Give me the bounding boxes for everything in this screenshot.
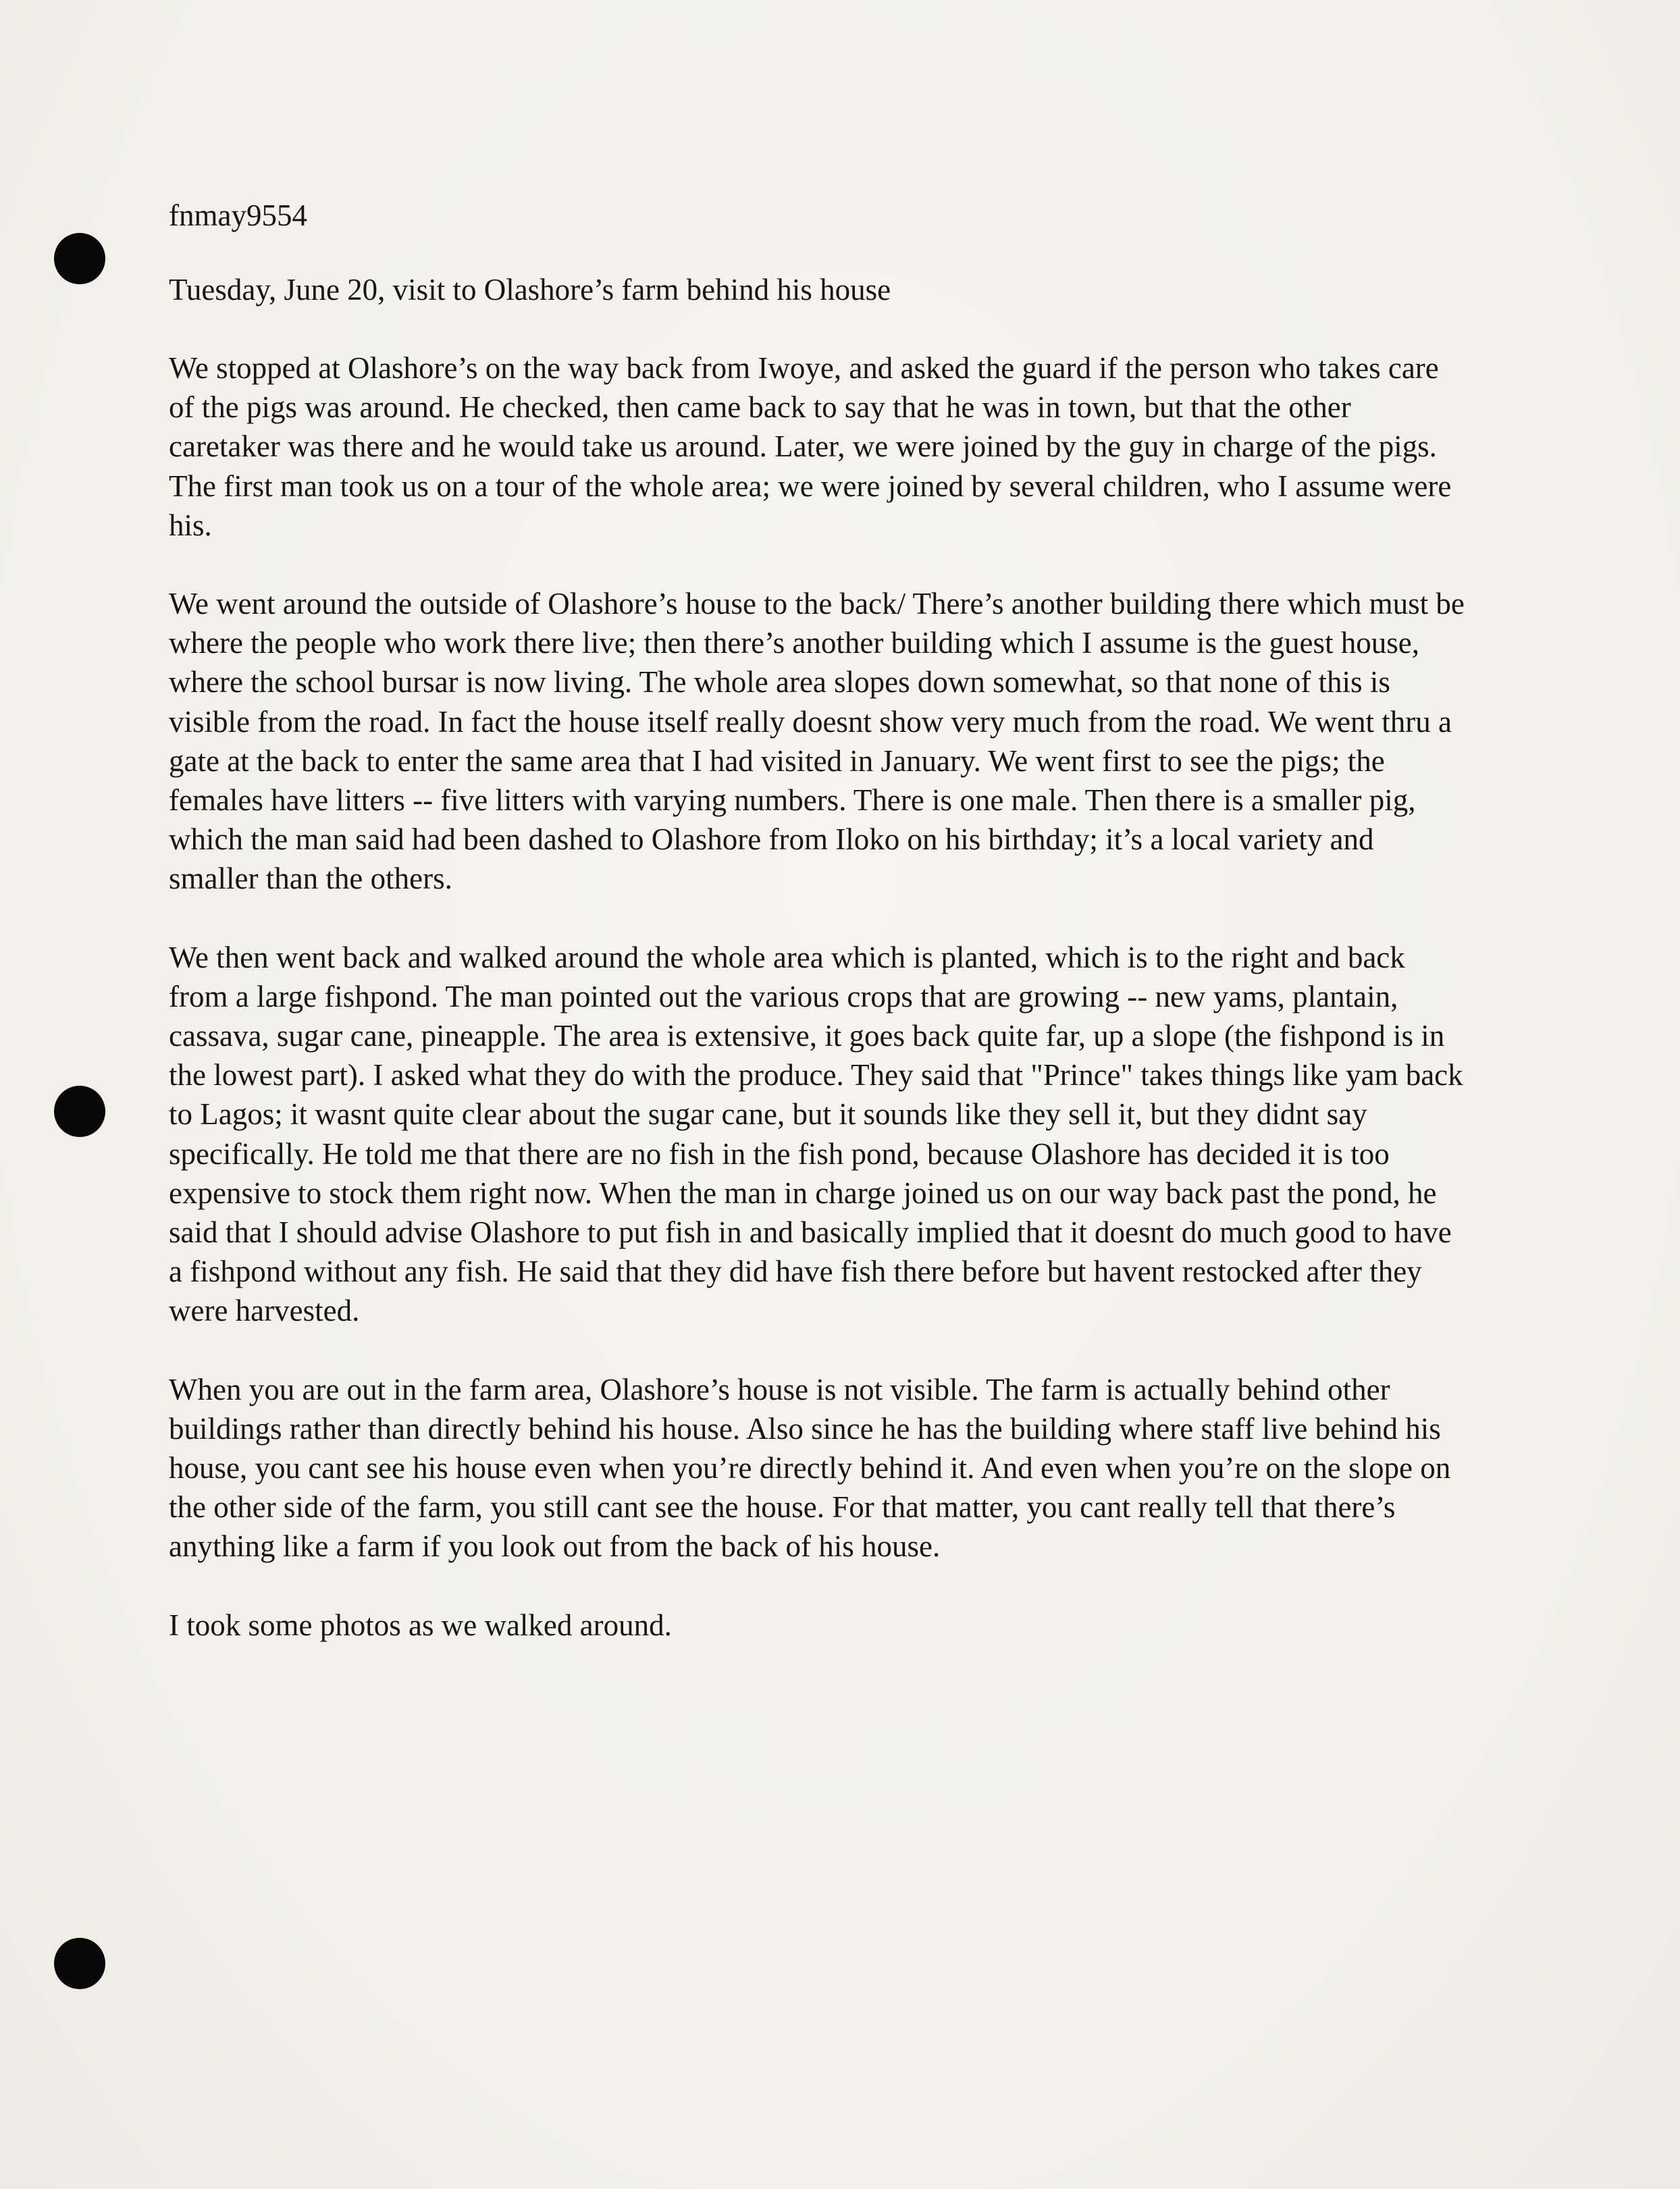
binder-hole-bottom bbox=[54, 1938, 105, 1989]
paragraph-3: We then went back and walked around the whole area which is planted, which is to the right and back from a large fishpond. The man pointed out the various crops that are growing -- new yams, plantain, cassava, sugar cane, pineapple. The area is extensive, it goes back quite far, up a slope (the fishpond is in the lowest part). I asked what they do with the produce. They said that "Prince" takes things like yam back to Lagos; it wasnt quite clear about the sugar cane, but it sounds like they sell it, but they didnt say specifically. He told me that there are no fish in the fish pond, because Olashore has decided it is too expensive to stock them right now. When the man in charge joined us on our way back past the pond, he said that I should advise Olashore to put fish in and basically implied that it doesnt do much good to have a fishpond without any fish. He said that they did have fish there before but havent restocked after they were harvested. bbox=[169, 940, 1463, 1328]
document-body bbox=[169, 196, 1465, 1645]
binder-hole-middle bbox=[54, 1086, 105, 1137]
paragraph-4: When you are out in the farm area, Olashore’s house is not visible. The farm is actually behind other buildings rather than directly behind his house. Also since he has the building where staff live behind his house, you cant see his house even when you’re directly behind it. And even when you’re on the slope on the other side of the farm, you still cant see the house. For that matter, you cant really tell that there’s anything like a farm if you look out from the back of his house. bbox=[169, 1372, 1451, 1564]
paragraph-1: We stopped at Olashore’s on the way back from Iwoye, and asked the guard if the person who takes care of the pigs was around. He checked, then came back to say that he was in town, but that the other caretaker was there and he would take us around. Later, we were joined by the guy in charge of the pigs. The first man took us on a tour of the whole area; we were joined by several children, who I assume were his. bbox=[169, 351, 1452, 542]
entry-title: Tuesday, June 20, visit to Olashore’s farm behind his house bbox=[169, 273, 891, 307]
paragraph-5: I took some photos as we walked around. bbox=[169, 1608, 672, 1642]
document-id: fnmay9554 bbox=[169, 199, 307, 232]
binder-hole-top bbox=[54, 233, 105, 284]
paragraph-2: We went around the outside of Olashore’s house to the back/ There’s another building there which must be where the people who work there live; then there’s another building which I assume is the guest house, where the school bursar is now living. The whole area slopes down somewhat, so that none of this is visible from the road. In fact the house itself really doesnt show very much from the road. We went thru a gate at the back to enter the same area that I had visited in January. We went first to see the pigs; the females have litters -- five litters with varying numbers. There is one male. Then there is a smaller pig, which the man said had been dashed to Olashore from Iloko on his birthday; it’s a local variety and smaller than the others. bbox=[169, 587, 1465, 896]
